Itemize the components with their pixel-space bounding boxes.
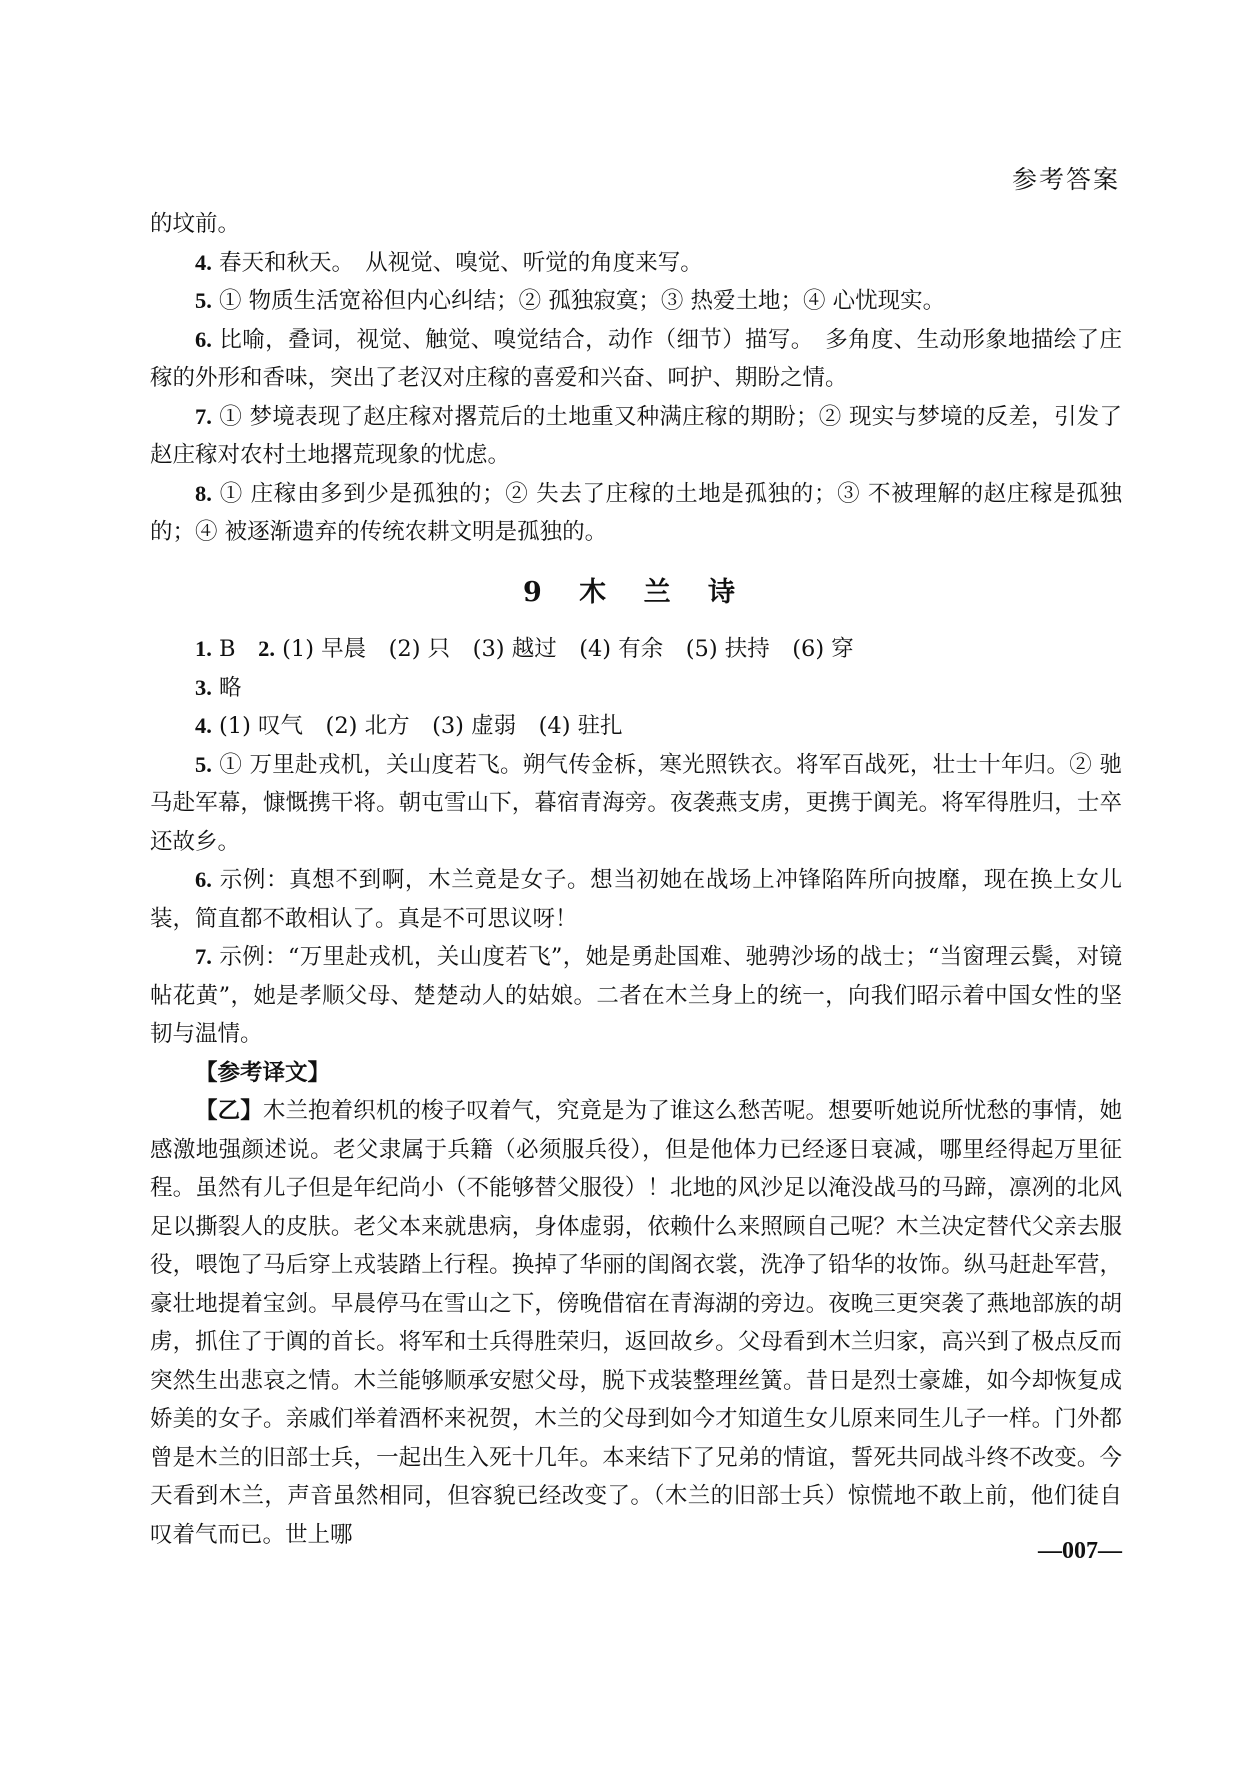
answer-number: 4. xyxy=(195,713,212,738)
answer-item-1-2 xyxy=(150,630,1122,669)
answer-continuation: 的坟前。 xyxy=(150,211,241,237)
answer-item-5 xyxy=(150,746,1122,862)
answer-number: 3. xyxy=(195,674,212,700)
part-label: 【乙】 xyxy=(195,1098,263,1124)
reference-label: 【参考译文】 xyxy=(195,1059,331,1086)
answer-item-5 xyxy=(150,282,1122,321)
answer-number: 7. xyxy=(195,944,212,969)
answer-text: 略 xyxy=(219,674,242,701)
answer-text: ① 庄稼由多到少是孤独的；② 失去了庄稼的土地是孤独的；③ 不被理解的赵庄稼是孤独的；④ 被逐渐遗弃的传统农耕文明是孤独的。 xyxy=(150,480,1122,545)
answer-text: 比喻，叠词，视觉、触觉、嗅觉结合，动作（细节）描写。 多角度、生动形象地描绘了庄稼的外形和香味，突出了老汉对庄稼的喜爱和兴奋、呵护、期盼之情。 xyxy=(150,326,1122,391)
answer-item-8 xyxy=(150,475,1122,552)
answer-text: 春天和秋天。 从视觉、嗅觉、听觉的角度来写。 xyxy=(219,249,703,276)
answer-text: 示例：真想不到啊，木兰竟是女子。想当初她在战场上冲锋陷阵所向披靡，现在换上女儿装，简直都不敢相认了。真是不可思议呀！ xyxy=(150,867,1122,932)
page-header: 参考答案 xyxy=(1011,165,1120,194)
answer-item-4 xyxy=(150,244,1122,283)
answer-item-7 xyxy=(150,398,1122,475)
answer-item-7 xyxy=(150,938,1122,1054)
answer-number: 6. xyxy=(195,326,212,352)
answer-item-6 xyxy=(150,321,1122,398)
translation-paragraph xyxy=(150,1092,1122,1554)
answer-number: 5. xyxy=(195,751,212,777)
answer-number: 1. xyxy=(195,636,212,661)
answer-number: 6. xyxy=(195,867,212,892)
answer-item-3 xyxy=(150,669,1122,708)
answer-item-4 xyxy=(150,707,1122,746)
answer-text: ① 万里赴戎机，关山度若飞。朔气传金柝，寒光照铁衣。将军百战死，壮士十年归。② 驰马赴军幕，慷慨携干将。朝屯雪山下，暮宿青海旁。夜袭燕支虏，更携于阗羌。将军得胜归，士卒还故乡。 xyxy=(150,751,1123,855)
answer-number: 2. xyxy=(258,636,275,661)
answer-text: (1) 早晨 (2) 只 (3) 越过 (4) 有余 (5) 扶持 (6) 穿 xyxy=(282,636,854,662)
section-title: 9 木 兰 诗 xyxy=(523,576,749,608)
answer-text: ① 物质生活宽裕但内心纠结；② 孤独寂寞；③ 热爱土地；④ 心忧现实。 xyxy=(219,288,946,314)
answer-item-6 xyxy=(150,861,1122,938)
answer-number: 5. xyxy=(195,288,212,313)
answer-text: B xyxy=(219,636,236,662)
answer-text: 示例：“万里赴戎机，关山度若飞”，她是勇赴国难、驰骋沙场的战士；“当窗理云鬓，对镜帖花黄”，她是孝顺父母、楚楚动人的姑娘。二者在木兰身上的统一，向我们昭示着中国女性的坚韧与温情。 xyxy=(150,944,1123,1047)
reference-translation-heading xyxy=(150,1054,1122,1093)
answer-text: ① 梦境表现了赵庄稼对撂荒后的土地重又种满庄稼的期盼；② 现实与梦境的反差，引发了赵庄稼对农村土地撂荒现象的忧虑。 xyxy=(150,403,1123,468)
answer-number: 4. xyxy=(195,249,212,275)
document-body xyxy=(150,205,1122,1554)
answer-text: (1) 叹气 (2) 北方 (3) 虚弱 (4) 驻扎 xyxy=(219,713,623,739)
answer-number: 7. xyxy=(195,403,212,429)
page-number: —007— xyxy=(1038,1538,1122,1564)
answer-number: 8. xyxy=(195,480,212,506)
translation-text: 木兰抱着织机的梭子叹着气，究竟是为了谁这么愁苦呢。想要听她说所忧愁的事情，她感激地强颜述说。老父隶属于兵籍（必须服兵役），但是他体力已经逐日衰减，哪里经得起万里征程。虽然有儿子但是年纪尚小（不能够替父服役）！北地的风沙足以淹没战马的马蹄，凛冽的北风足以撕裂人的皮肤。老父本来就患病，身体虚弱，依赖什么来照顾自己呢？木兰决定替代父亲去服役，喂饱了马后穿上戎装踏上行程。换掉了华丽的闺阁衣裳，洗净了铅华的妆饰。纵马赶赴军营，豪壮地提着宝剑。早晨停马在雪山之下，傍晚借宿在青海湖的旁边。夜晚三更突袭了燕地部族的胡虏，抓住了于阗的首长。将军和士兵得胜荣归，返回故乡。父母看到木兰归家，高兴到了极点反而突然生出悲哀之情。木兰能够顺承安慰父母，脱下戎装整理丝簧。昔日是烈士豪雄，如今却恢复成娇美的女子。亲戚们举着酒杯来祝贺，木兰的父母到如今才知道生女儿原来同生儿子一样。门外都曾是木兰的旧部士兵，一起出生入死十几年。本来结下了兄弟的情谊，誓死共同战斗终不改变。今天看到木兰，声音虽然相同，但容貌已经改变了。（木兰的旧部士兵）惊慌地不敢上前，他们徒自叹着气而已。世上哪 xyxy=(150,1098,1122,1548)
